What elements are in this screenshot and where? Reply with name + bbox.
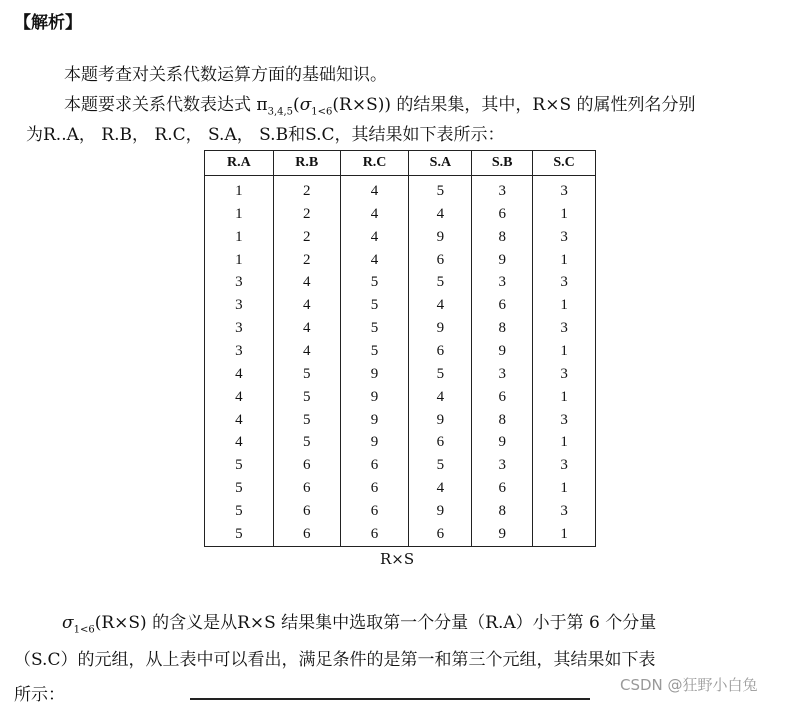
table-cell: 1 [205,249,274,272]
table-row [205,340,596,363]
table-cell: 6 [409,340,472,363]
sigma-subscript: 1<6 [73,624,95,636]
table-cell: 8 [472,409,533,432]
table-cell: 1 [560,205,568,222]
column-header: S.C [533,151,596,176]
sigma-subscript: 1<6 [311,106,333,118]
table-cell: 1 [560,480,568,497]
table-cell: 3 [205,294,274,317]
table-row [205,226,596,249]
table-cell: 3 [472,176,533,203]
table-cell: 9 [409,409,472,432]
table-cell: 1 [560,388,568,405]
table-cell: 5 [340,294,409,317]
table-cell: 3 [205,272,274,295]
paragraph-shown: 所示： [14,685,65,705]
table-cell: 3 [472,454,533,477]
table-cell: 5 [340,340,409,363]
table-row [205,294,596,317]
table-cell: 9 [472,432,533,455]
table-cell: 9 [340,386,409,409]
table-row [205,203,596,226]
table-cell: 9 [340,432,409,455]
table-cell: 6 [340,477,409,500]
table-cell: 4 [205,386,274,409]
table-cell: 4 [273,294,340,317]
table-row [205,317,596,340]
paragraph-result: （S.C）的元组，从上表中可以看出，满足条件的是第一和第三个元组，其结果如下表 [14,650,656,670]
table-cell: 4 [409,203,472,226]
table-cell: 5 [205,523,274,547]
table-cell: 3 [472,363,533,386]
table-cell: 9 [409,226,472,249]
table-cell: 2 [273,226,340,249]
table-cell: 8 [472,226,533,249]
table-cell: 3 [560,365,568,382]
pi-symbol: π [256,95,268,115]
table-cell: 5 [273,386,340,409]
table-cell: 4 [205,432,274,455]
table-cell: 3 [560,274,568,291]
table-cell: 8 [472,500,533,523]
table-cell: 8 [472,317,533,340]
table-row [205,500,596,523]
table-cell: 2 [273,249,340,272]
table-cell: 3 [472,272,533,295]
table-cell: 9 [340,363,409,386]
text: 本题要求关系代数表达式 [64,95,257,115]
table-cell: 6 [273,454,340,477]
table-cell: 5 [409,272,472,295]
table-cell: 1 [205,226,274,249]
table-cell: 9 [409,317,472,340]
table-cell: 5 [205,500,274,523]
table-cell: 6 [273,500,340,523]
table-cell: 9 [472,340,533,363]
table-cell: 4 [205,409,274,432]
table-cell: 9 [340,409,409,432]
table-row [205,249,596,272]
table-cell: 6 [472,203,533,226]
table-cell: 2 [273,176,340,203]
table-cell: 5 [273,409,340,432]
table-cell: 9 [472,249,533,272]
table-cell: 3 [205,317,274,340]
table-cell: 4 [273,272,340,295]
table-cell: 4 [205,363,274,386]
table-cell: 6 [340,523,409,547]
table-cell: 5 [340,317,409,340]
table-row [205,477,596,500]
table-caption: R×S [380,550,415,568]
table-cell: 2 [273,203,340,226]
table-cell: 3 [560,503,568,520]
table-cell: 1 [560,297,568,314]
table-row [205,454,596,477]
watermark: CSDN @狂野小白兔 [620,676,758,694]
paragraph-intro: 本题考查对关系代数运算方面的基础知识。 [64,65,387,85]
table-cell: 6 [472,294,533,317]
sigma-symbol: σ [299,95,312,115]
table-cell: 6 [273,477,340,500]
table-cell: 5 [340,272,409,295]
table-cell: 4 [409,386,472,409]
table-cell: 4 [340,226,409,249]
table-cell: 1 [560,434,568,451]
table-cell: 9 [409,500,472,523]
table-cell: 3 [560,411,568,428]
column-header: R.A [205,151,274,176]
table-cell: 4 [340,249,409,272]
table-cell: 6 [472,477,533,500]
table-cell: 6 [409,249,472,272]
table-cell: 6 [472,386,533,409]
column-header: R.C [340,151,409,176]
table-cell: 6 [273,523,340,547]
table-row [205,432,596,455]
table-cell: 1 [560,343,568,360]
paragraph-attributes: 为R..A， R.B， R.C， S.A， S.B和S.C，其结果如下表所示： [26,125,505,145]
table-cell: 1 [560,251,568,268]
table-cell: 3 [560,457,568,474]
column-header: S.B [472,151,533,176]
section-heading: 【解析】 [14,13,82,33]
table-cell: 3 [560,228,568,245]
table-cell: 5 [205,454,274,477]
text: 的结果集，其中，R×S 的属性列名分别 [391,95,696,115]
table-cell: 6 [409,432,472,455]
text: (R×S) 的含义是从R×S 结果集中选取第一个分量（R.A）小于第 6 个分量 [94,613,657,633]
table-cell: 5 [409,454,472,477]
column-header: S.A [409,151,472,176]
expr: (R×S)) [332,95,391,115]
table-cell: 9 [472,523,533,547]
table-cell: 4 [409,477,472,500]
paragraph-selection [62,608,656,635]
table-row [205,272,596,295]
table-cell: 6 [340,500,409,523]
column-header: R.B [273,151,340,176]
table-cell: 5 [273,432,340,455]
table-cell: 5 [273,363,340,386]
table-cell: 4 [273,317,340,340]
table-cell: 4 [340,176,409,203]
pi-subscript: 3,4,5 [267,106,294,118]
table-cell: 1 [205,176,274,203]
table-cell: 6 [409,523,472,547]
table-cell: 5 [205,477,274,500]
table-cell: 4 [273,340,340,363]
table-row [205,386,596,409]
table-cell: 3 [560,182,568,199]
table-cell: 6 [340,454,409,477]
next-table-top-border [190,698,590,700]
table-cell: 4 [340,203,409,226]
table-cell: 3 [560,320,568,337]
sigma-symbol: σ [62,613,74,633]
table-header-row [205,151,596,176]
table-cell: 5 [409,363,472,386]
table-cell: 1 [205,203,274,226]
table-cell: 4 [409,294,472,317]
paren: ( [293,95,300,115]
table-row [205,176,596,203]
table-cell: 1 [560,525,568,542]
table-cell: 3 [205,340,274,363]
paragraph-expression [64,90,696,117]
table-row [205,409,596,432]
table-row [205,523,596,547]
table-cell: 5 [409,176,472,203]
rxs-table [204,150,596,547]
table-row [205,363,596,386]
